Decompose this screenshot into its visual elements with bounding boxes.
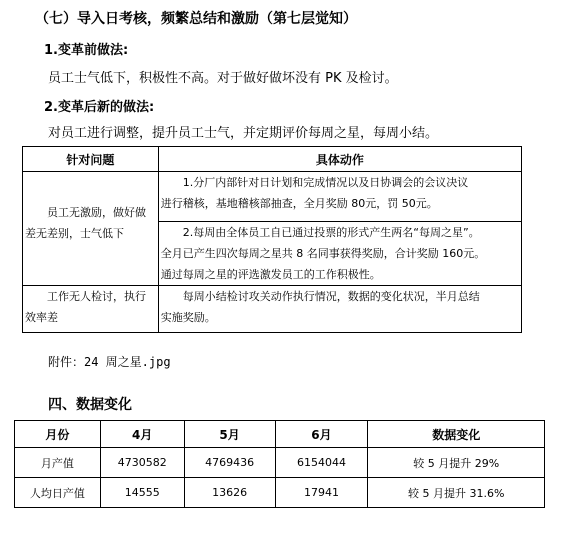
row-label: 月产值 — [15, 448, 101, 478]
after-heading: 2.变革后新的做法: — [44, 100, 155, 115]
table-header-may: 5月 — [184, 421, 275, 448]
problem-cell — [23, 286, 159, 333]
action-line: 全月已产生四次每周之星共 8 名同事获得奖励，合计奖励 160元。 — [160, 247, 486, 260]
action-line: 2.每周由全体员工自已通过投票的形式产生两名“每周之星”。 — [160, 226, 480, 239]
table-cell: 6154044 — [275, 448, 368, 478]
problem-cell — [23, 172, 159, 286]
section-title: （七）导入日考核，频繁总结和激励（第七层觉知） — [35, 11, 357, 27]
action-line: 通过每周之星的评选激发员工的工作积极性。 — [160, 268, 381, 281]
table-header-actions: 具体动作 — [158, 147, 521, 172]
table-cell: 17941 — [275, 478, 368, 508]
action-cell — [158, 286, 521, 333]
table-header-april: 4月 — [100, 421, 184, 448]
data-change-title: 四、数据变化 — [48, 397, 132, 413]
problem-line: 员工无激励，做好做 — [47, 206, 146, 219]
before-text: 员工士气低下，积极性不高。对于做好做坏没有 PK 及检讨。 — [48, 71, 398, 86]
table-cell: 较 5 月提升 29% — [368, 448, 545, 478]
table-row — [23, 172, 522, 222]
action-line: 每周小结检讨攻关动作执行情况，数据的变化状况，半月总结 — [160, 290, 480, 303]
table-header-month: 月份 — [15, 421, 101, 448]
action-cell — [158, 172, 521, 222]
table-cell: 13626 — [184, 478, 275, 508]
table-header-change: 数据变化 — [368, 421, 545, 448]
data-change-table — [14, 420, 545, 508]
action-line: 1.分厂内部针对日计划和完成情况以及日协调会的会议决议 — [160, 176, 469, 189]
action-table — [22, 146, 522, 333]
table-header-june: 6月 — [275, 421, 368, 448]
table-cell: 14555 — [100, 478, 184, 508]
table-cell: 4769436 — [184, 448, 275, 478]
problem-line: 工作无人检讨，执行 — [47, 290, 146, 303]
table-cell: 4730582 — [100, 448, 184, 478]
before-heading: 1.变革前做法: — [44, 43, 129, 58]
after-text: 对员工进行调整，提升员工士气，并定期评价每周之星，每周小结。 — [48, 126, 439, 141]
problem-line: 效率差 — [25, 311, 58, 324]
attachment-link[interactable]: 附件：24 周之星.jpg — [48, 355, 171, 369]
problem-line: 差无差别，士气低下 — [25, 227, 124, 240]
table-header-problem: 针对问题 — [23, 147, 159, 172]
table-cell: 较 5 月提升 31.6% — [368, 478, 545, 508]
table-row — [15, 448, 545, 478]
action-line: 实施奖励。 — [160, 311, 216, 324]
row-label: 人均日产值 — [15, 478, 101, 508]
action-cell — [158, 222, 521, 286]
table-row — [23, 286, 522, 333]
action-line: 进行稽核，基地稽核部抽查，全月奖励 80元，罚 50元。 — [160, 197, 438, 210]
table-row — [15, 478, 545, 508]
